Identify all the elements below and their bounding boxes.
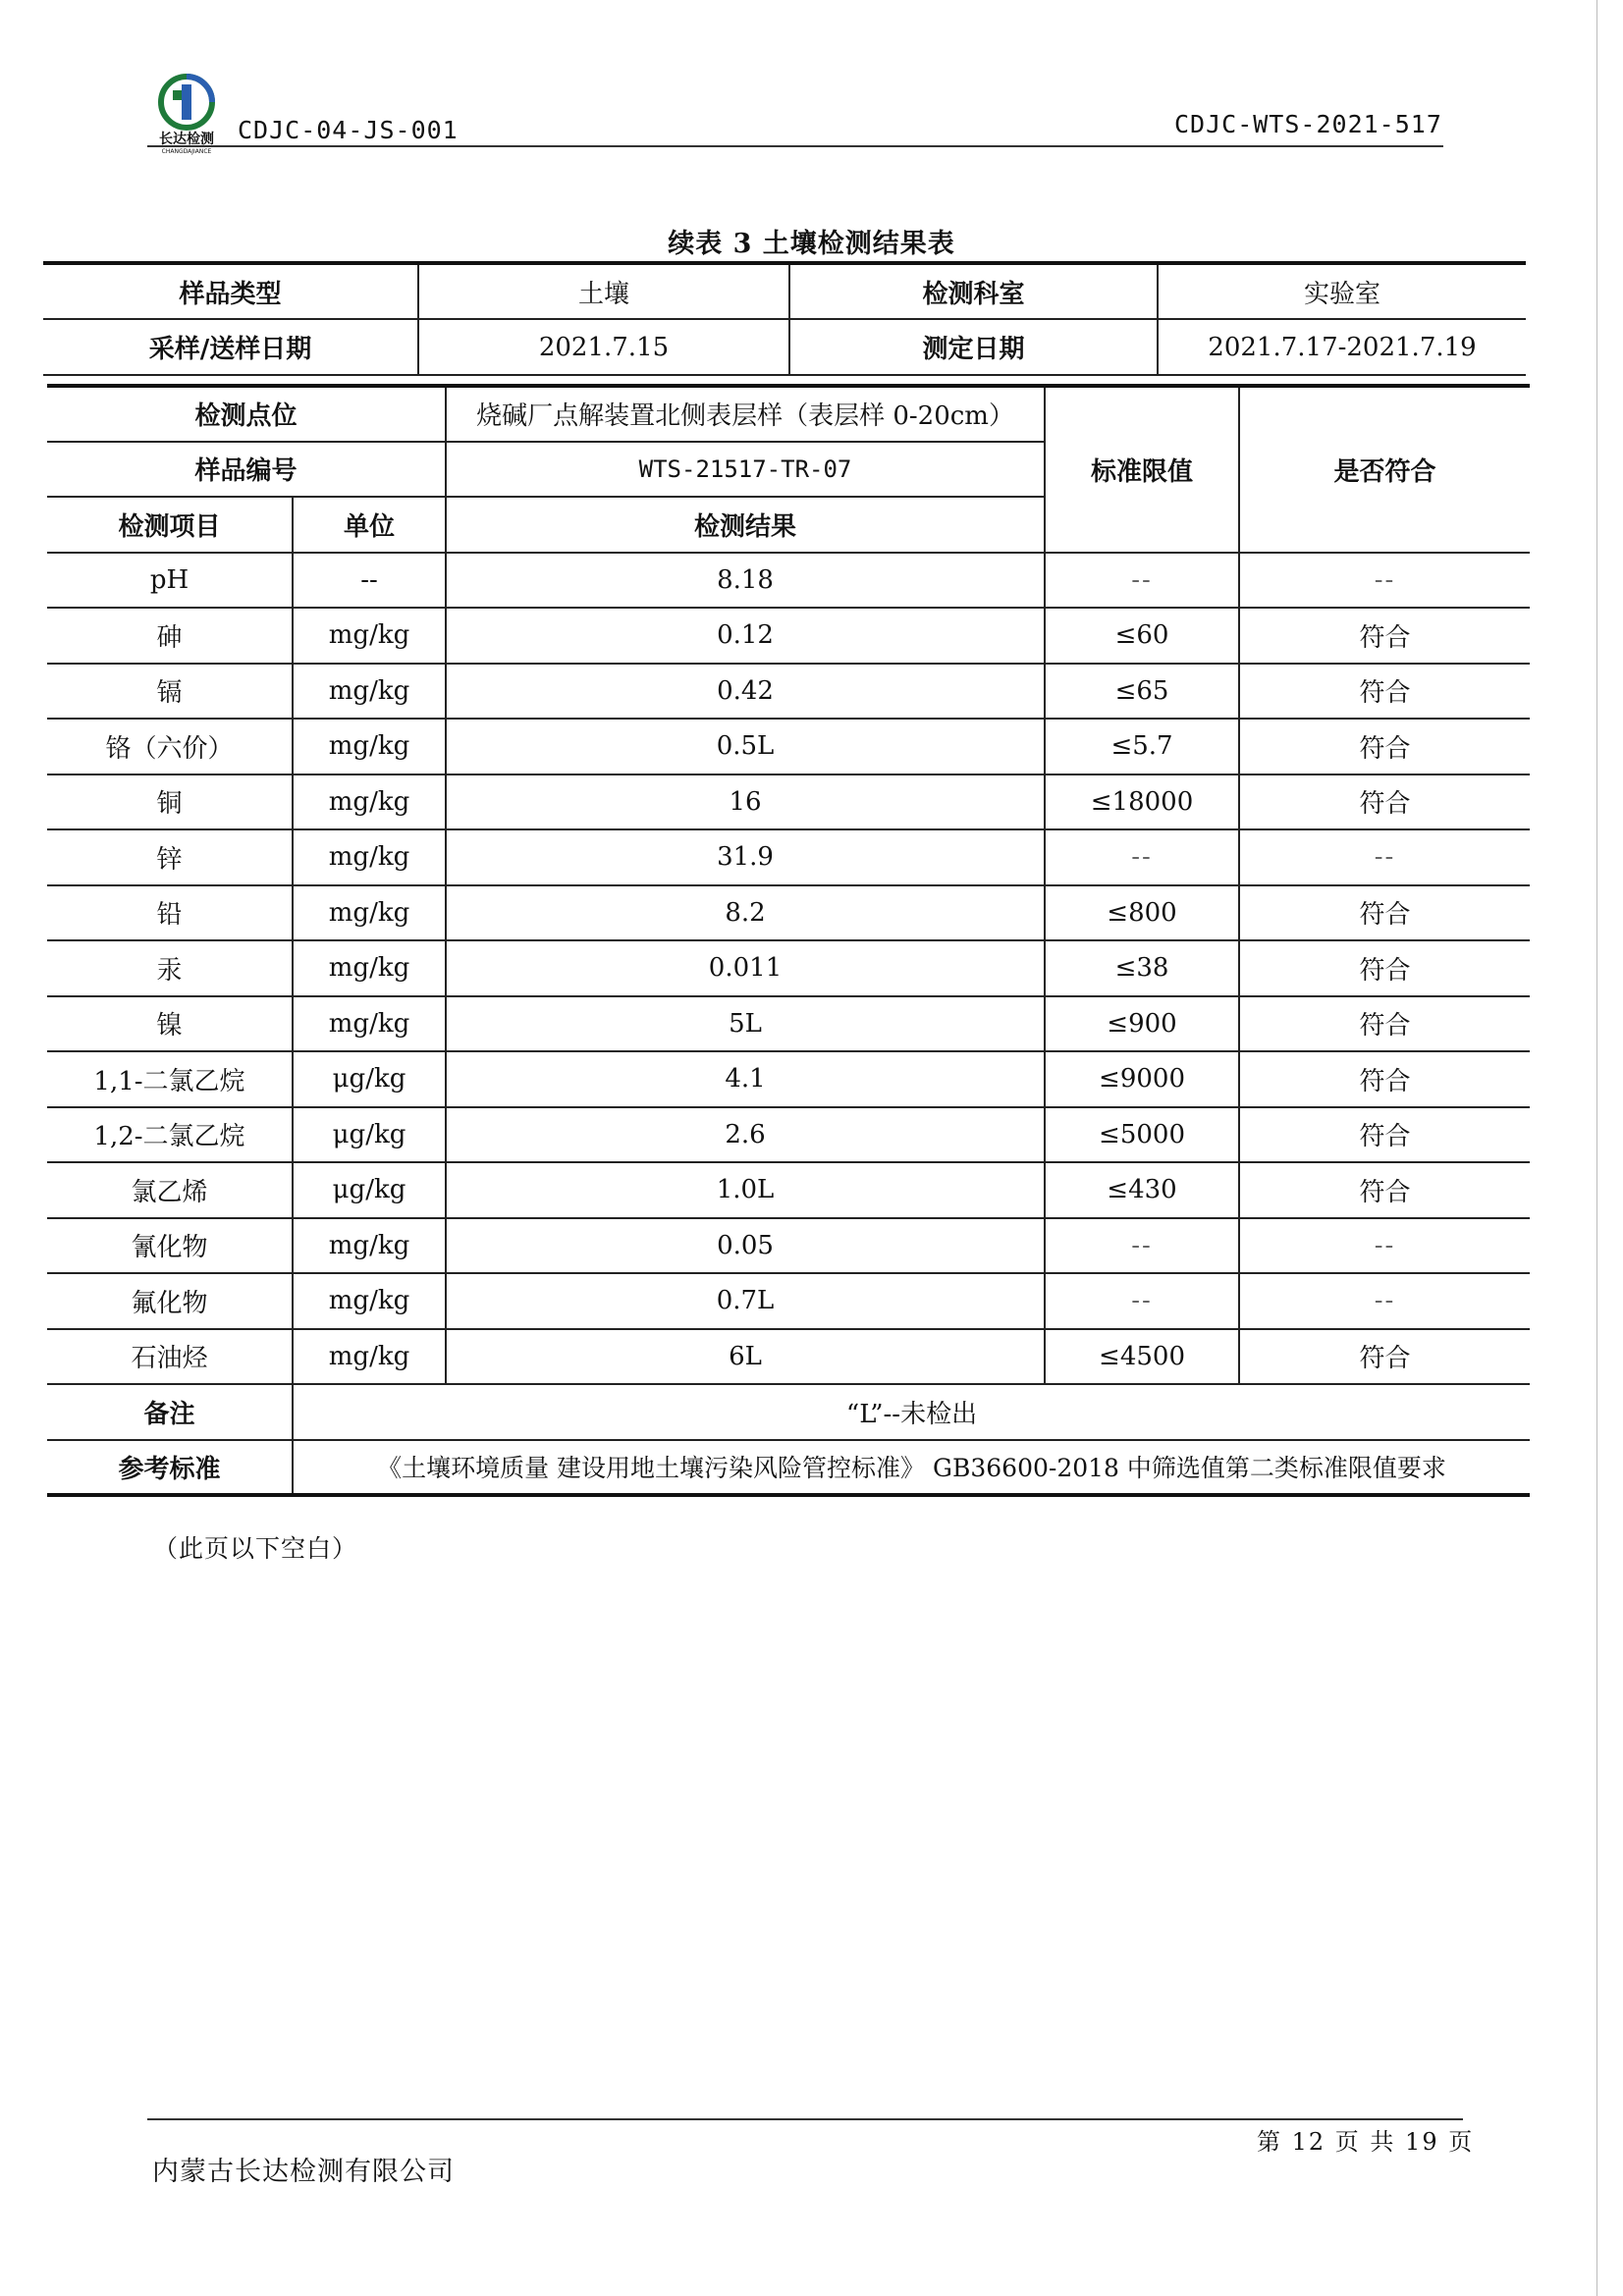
limit-cell: ≤430 [1045, 1162, 1239, 1218]
unit-cell: mg/kg [293, 1218, 446, 1274]
reference-row [47, 1440, 1530, 1496]
unit-cell: mg/kg [293, 774, 446, 830]
conform-cell: -- [1239, 1273, 1530, 1329]
limit-header: 标准限值 [1045, 386, 1239, 553]
conform-cell: -- [1239, 1218, 1530, 1274]
unit-cell: -- [293, 553, 446, 609]
table-row [47, 1162, 1530, 1218]
conform-cell: 符合 [1239, 1051, 1530, 1107]
unit-cell: mg/kg [293, 719, 446, 774]
limit-cell: ≤900 [1045, 996, 1239, 1052]
conform-cell: -- [1239, 829, 1530, 885]
sampling-date-value: 2021.7.15 [418, 319, 789, 375]
item-cell: 铜 [47, 774, 293, 830]
conform-cell: 符合 [1239, 996, 1530, 1052]
item-cell: 锌 [47, 829, 293, 885]
item-cell: 1,2-二氯乙烷 [47, 1107, 293, 1163]
item-cell: 铅 [47, 885, 293, 941]
result-cell: 1.0L [446, 1162, 1045, 1218]
sampling-date-label: 采样/送样日期 [43, 319, 418, 375]
table-row [47, 553, 1530, 609]
limit-cell: -- [1045, 553, 1239, 609]
conform-cell: 符合 [1239, 608, 1530, 664]
table-title: 续表 3 土壤检测结果表 [668, 229, 955, 259]
limit-cell: -- [1045, 1273, 1239, 1329]
reference-value: 《土壤环境质量 建设用地土壤污染风险管控标准》 GB36600-2018 中筛选值第二类标准限值要求 [293, 1440, 1530, 1496]
summary-row [43, 319, 1526, 375]
table-row [47, 719, 1530, 774]
result-cell: 8.2 [446, 885, 1045, 941]
item-cell: 石油烃 [47, 1329, 293, 1385]
result-cell: 0.7L [446, 1273, 1045, 1329]
lab-label: 检测科室 [789, 263, 1158, 319]
item-cell: 砷 [47, 608, 293, 664]
item-cell: 氯乙烯 [47, 1162, 293, 1218]
result-cell: 4.1 [446, 1051, 1045, 1107]
result-cell: 16 [446, 774, 1045, 830]
conform-cell: 符合 [1239, 774, 1530, 830]
item-cell: 氟化物 [47, 1273, 293, 1329]
table-row [47, 664, 1530, 720]
conform-cell: 符合 [1239, 1162, 1530, 1218]
conform-cell: 符合 [1239, 664, 1530, 720]
sample-no-label: 样品编号 [47, 442, 446, 498]
header-rule [147, 145, 1443, 147]
conform-cell: -- [1239, 553, 1530, 609]
unit-cell: mg/kg [293, 996, 446, 1052]
limit-cell: ≤5.7 [1045, 719, 1239, 774]
summary-table [43, 261, 1526, 376]
table-row [47, 885, 1530, 941]
result-cell: 0.12 [446, 608, 1045, 664]
page-edge-line [1596, 0, 1597, 2296]
limit-cell: ≤18000 [1045, 774, 1239, 830]
unit-cell: mg/kg [293, 608, 446, 664]
conform-cell: 符合 [1239, 719, 1530, 774]
limit-cell: ≤38 [1045, 940, 1239, 996]
item-cell: 镉 [47, 664, 293, 720]
limit-cell: -- [1045, 829, 1239, 885]
company-logo [147, 69, 226, 157]
table-row [47, 774, 1530, 830]
result-cell: 0.011 [446, 940, 1045, 996]
limit-cell: ≤5000 [1045, 1107, 1239, 1163]
table-row [47, 1218, 1530, 1274]
unit-cell: mg/kg [293, 829, 446, 885]
unit-cell: mg/kg [293, 1273, 446, 1329]
result-cell: 0.42 [446, 664, 1045, 720]
sample-type-label: 样品类型 [43, 263, 418, 319]
limit-cell: ≤4500 [1045, 1329, 1239, 1385]
limit-cell: -- [1045, 1218, 1239, 1274]
conform-header: 是否符合 [1239, 386, 1530, 553]
conform-cell: 符合 [1239, 940, 1530, 996]
lab-value: 实验室 [1158, 263, 1526, 319]
location-row [47, 386, 1530, 442]
result-cell: 8.18 [446, 553, 1045, 609]
item-cell: 氰化物 [47, 1218, 293, 1274]
blank-page-note: （此页以下空白） [153, 1534, 358, 1563]
table-row [47, 829, 1530, 885]
result-cell: 2.6 [446, 1107, 1045, 1163]
unit-cell: μg/kg [293, 1162, 446, 1218]
limit-cell: ≤65 [1045, 664, 1239, 720]
reference-label: 参考标准 [47, 1440, 293, 1496]
remark-value: “L”--未检出 [293, 1384, 1530, 1440]
remark-row [47, 1384, 1530, 1440]
result-cell: 0.05 [446, 1218, 1045, 1274]
result-cell: 6L [446, 1329, 1045, 1385]
company-name: 内蒙古长达检测有限公司 [152, 2157, 455, 2187]
test-date-value: 2021.7.17-2021.7.19 [1158, 319, 1526, 375]
doc-code-left: CDJC-04-JS-001 [238, 116, 459, 144]
unit-cell: μg/kg [293, 1107, 446, 1163]
results-table [47, 384, 1530, 1497]
unit-cell: μg/kg [293, 1051, 446, 1107]
item-cell: 1,1-二氯乙烷 [47, 1051, 293, 1107]
limit-cell: ≤9000 [1045, 1051, 1239, 1107]
sample-type-value: 土壤 [418, 263, 789, 319]
table-row [47, 1051, 1530, 1107]
item-cell: 镍 [47, 996, 293, 1052]
table-row [47, 1273, 1530, 1329]
logo-text: 长达检测 [159, 132, 214, 147]
unit-cell: mg/kg [293, 885, 446, 941]
item-cell: pH [47, 553, 293, 609]
remark-label: 备注 [47, 1384, 293, 1440]
conform-cell: 符合 [1239, 1329, 1530, 1385]
table-row [47, 1329, 1530, 1385]
location-label: 检测点位 [47, 386, 446, 442]
result-cell: 31.9 [446, 829, 1045, 885]
table-row [47, 1107, 1530, 1163]
conform-cell: 符合 [1239, 885, 1530, 941]
result-cell: 0.5L [446, 719, 1045, 774]
sample-no-value: WTS-21517-TR-07 [446, 442, 1045, 498]
conform-cell: 符合 [1239, 1107, 1530, 1163]
result-header: 检测结果 [446, 497, 1045, 553]
location-value: 烧碱厂点解装置北侧表层样（表层样 0-20cm） [446, 386, 1045, 442]
limit-cell: ≤60 [1045, 608, 1239, 664]
page-number: 第 12 页 共 19 页 [1257, 2128, 1475, 2156]
item-header: 检测项目 [47, 497, 293, 553]
logo-subtext: CHANGDAJIANCE [161, 148, 212, 155]
doc-code-right: CDJC-WTS-2021-517 [1174, 110, 1442, 138]
item-cell: 铬（六价） [47, 719, 293, 774]
unit-cell: mg/kg [293, 664, 446, 720]
table-row [47, 996, 1530, 1052]
table-row [47, 608, 1530, 664]
unit-header: 单位 [293, 497, 446, 553]
footer-rule [147, 2118, 1463, 2120]
result-cell: 5L [446, 996, 1045, 1052]
test-date-label: 测定日期 [789, 319, 1158, 375]
unit-cell: mg/kg [293, 1329, 446, 1385]
unit-cell: mg/kg [293, 940, 446, 996]
summary-row [43, 263, 1526, 319]
item-cell: 汞 [47, 940, 293, 996]
table-row [47, 940, 1530, 996]
limit-cell: ≤800 [1045, 885, 1239, 941]
